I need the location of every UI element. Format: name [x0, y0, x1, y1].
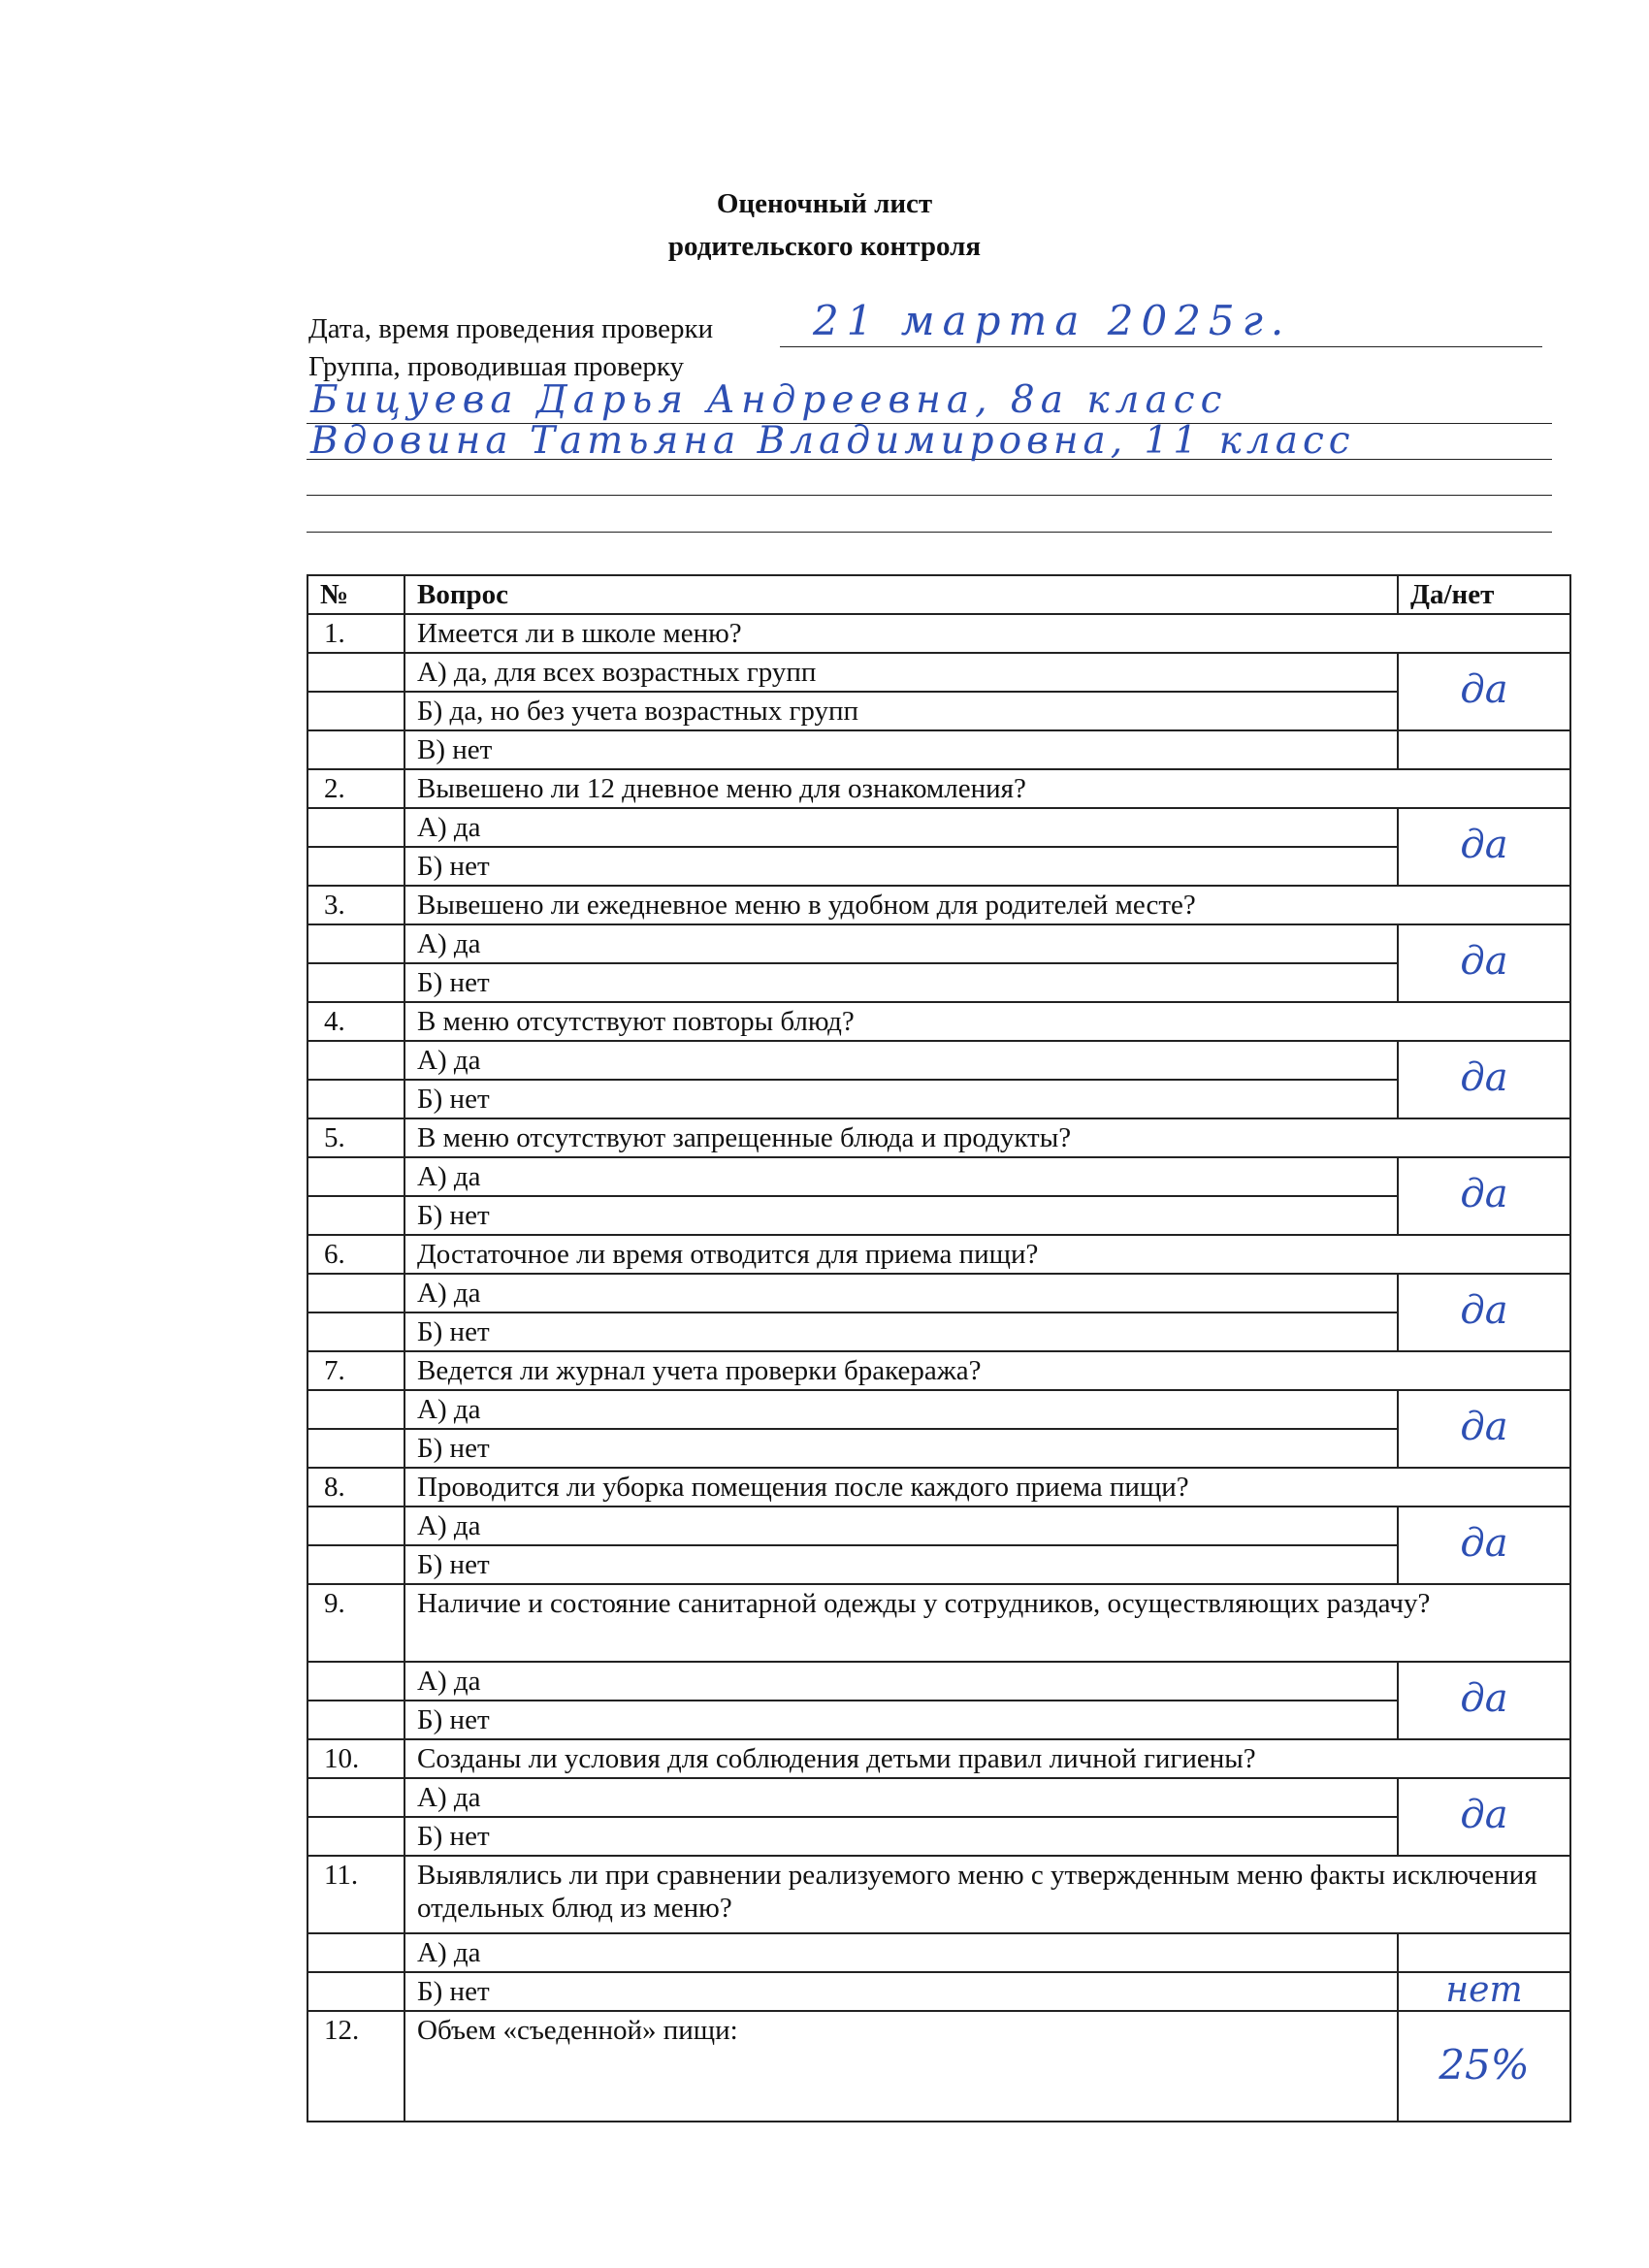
option-row [307, 924, 1570, 963]
question-num: 5. [307, 1118, 404, 1157]
empty-cell [307, 808, 404, 847]
option-row [307, 1274, 1570, 1312]
option-row [307, 963, 1570, 1002]
empty-cell [307, 1545, 404, 1584]
question-text: Проводится ли уборка помещения после каждого приема пищи? [404, 1468, 1570, 1507]
question-row [307, 1235, 1570, 1274]
answer-cell [1398, 1274, 1570, 1351]
question-num: 11. [307, 1856, 404, 1933]
option-row [307, 1196, 1570, 1235]
question-num: 3. [307, 886, 404, 924]
empty-cell [307, 1312, 404, 1351]
option-row [307, 1972, 1570, 2011]
question-text: Объем «съеденной» пищи: [404, 2011, 1398, 2122]
answer-handwritten: да [1460, 1055, 1508, 1100]
option-row [307, 1933, 1570, 1972]
option-row [307, 1429, 1570, 1468]
option-row [307, 1507, 1570, 1545]
question-num: 7. [307, 1351, 404, 1390]
answer-cell [1398, 1041, 1570, 1118]
empty-cell [307, 1429, 404, 1468]
empty-cell [307, 1080, 404, 1118]
option-text: Б) нет [404, 1429, 1398, 1468]
answer-handwritten: да [1460, 1288, 1508, 1333]
empty-cell [307, 924, 404, 963]
question-num: 1. [307, 614, 404, 653]
option-text: Б) нет [404, 963, 1398, 1002]
option-text: Б) нет [404, 1080, 1398, 1118]
group-line-3 [307, 495, 1552, 496]
answer-handwritten: да [1460, 1676, 1508, 1721]
answer-cell [1398, 653, 1570, 730]
option-text: А) да, для всех возрастных групп [404, 653, 1398, 692]
answer-handwritten: 25% [1439, 2040, 1530, 2089]
question-row [307, 1002, 1570, 1041]
option-text: Б) да, но без учета возрастных групп [404, 692, 1398, 730]
question-text: В меню отсутствуют повторы блюд? [404, 1002, 1570, 1041]
option-text: А) да [404, 1274, 1398, 1312]
option-text: А) да [404, 1041, 1398, 1080]
question-text: Вывешено ли 12 дневное меню для ознакомления? [404, 769, 1570, 808]
group-label: Группа, проводившая проверку [308, 351, 684, 382]
option-row [307, 1041, 1570, 1080]
empty-cell [307, 1041, 404, 1080]
group-line-4 [307, 532, 1552, 533]
empty-cell [307, 1157, 404, 1196]
question-row [307, 2011, 1570, 2122]
answer-handwritten: да [1460, 1172, 1508, 1216]
date-underline [780, 346, 1542, 347]
option-row [307, 1312, 1570, 1351]
option-text: Б) нет [404, 1701, 1398, 1739]
option-row [307, 1157, 1570, 1196]
empty-cell [307, 1662, 404, 1701]
question-text: Ведется ли журнал учета проверки бракеража? [404, 1351, 1570, 1390]
answer-cell [1398, 1157, 1570, 1235]
empty-cell [307, 1390, 404, 1429]
question-num: 8. [307, 1468, 404, 1507]
answer-handwritten: да [1460, 939, 1508, 984]
option-text: Б) нет [404, 1545, 1398, 1584]
header-num: № [307, 575, 404, 614]
empty-cell [307, 1507, 404, 1545]
question-text: Созданы ли условия для соблюдения детьми правил личной гигиены? [404, 1739, 1570, 1778]
answer-cell [1398, 2011, 1570, 2122]
group-member-1: Бицуева Дарья Андреевна, 8а класс [310, 378, 1228, 422]
question-num: 10. [307, 1739, 404, 1778]
empty-cell [307, 692, 404, 730]
option-row [307, 1701, 1570, 1739]
answer-cell [1398, 924, 1570, 1002]
question-num: 9. [307, 1584, 404, 1662]
answer-handwritten: да [1460, 667, 1508, 712]
question-row [307, 1739, 1570, 1778]
option-row [307, 847, 1570, 886]
question-num: 2. [307, 769, 404, 808]
answer-cell [1398, 808, 1570, 886]
answer-cell [1398, 1972, 1570, 2011]
question-row [307, 886, 1570, 924]
option-text: В) нет [404, 730, 1398, 769]
option-text: А) да [404, 1157, 1398, 1196]
assessment-table [307, 574, 1571, 2122]
question-text: Наличие и состояние санитарной одежды у сотрудников, осуществляющих раздачу? [404, 1584, 1570, 1662]
empty-cell [307, 653, 404, 692]
option-text: Б) нет [404, 1817, 1398, 1856]
option-row [307, 808, 1570, 847]
option-text: А) да [404, 924, 1398, 963]
option-row [307, 1778, 1570, 1817]
empty-cell [307, 1196, 404, 1235]
question-text: Достаточное ли время отводится для приема пищи? [404, 1235, 1570, 1274]
answer-cell [1398, 1778, 1570, 1856]
option-text: А) да [404, 1662, 1398, 1701]
option-row [307, 1662, 1570, 1701]
table-header-row [307, 575, 1570, 614]
option-row [307, 653, 1570, 692]
answer-cell [1398, 1390, 1570, 1468]
group-member-2: Вдовина Татьяна Владимировна, 11 класс [310, 419, 1355, 463]
answer-cell [1398, 1507, 1570, 1584]
question-row [307, 1856, 1570, 1933]
question-num: 6. [307, 1235, 404, 1274]
option-text: А) да [404, 1933, 1398, 1972]
empty-cell [307, 1778, 404, 1817]
question-text: Вывешено ли ежедневное меню в удобном для родителей месте? [404, 886, 1570, 924]
answer-cell [1398, 1662, 1570, 1739]
empty-cell [307, 963, 404, 1002]
option-row [307, 1545, 1570, 1584]
question-row [307, 1584, 1570, 1662]
empty-cell [307, 1701, 404, 1739]
empty-answer-cell [1398, 730, 1570, 769]
answer-handwritten: да [1460, 1793, 1508, 1837]
empty-answer-cell [1398, 1933, 1570, 1972]
empty-cell [307, 847, 404, 886]
header-answer: Да/нет [1398, 575, 1570, 614]
option-text: Б) нет [404, 1972, 1398, 2011]
answer-handwritten: нет [1445, 1970, 1523, 2010]
option-row [307, 1080, 1570, 1118]
answer-handwritten: да [1460, 823, 1508, 867]
option-text: Б) нет [404, 847, 1398, 886]
answer-handwritten: да [1460, 1405, 1508, 1449]
empty-cell [307, 1933, 404, 1972]
option-row [307, 1390, 1570, 1429]
option-text: Б) нет [404, 1196, 1398, 1235]
header-question: Вопрос [404, 575, 1398, 614]
question-num: 4. [307, 1002, 404, 1041]
answer-handwritten: да [1460, 1521, 1508, 1566]
option-row [307, 1817, 1570, 1856]
question-text: Выявлялись ли при сравнении реализуемого меню с утвержденным меню факты исключения отдельных блюд из меню? [404, 1856, 1570, 1933]
question-text: В меню отсутствуют запрещенные блюда и продукты? [404, 1118, 1570, 1157]
empty-cell [307, 730, 404, 769]
empty-cell [307, 1274, 404, 1312]
question-row [307, 769, 1570, 808]
option-text: А) да [404, 808, 1398, 847]
option-row [307, 692, 1570, 730]
question-row [307, 1468, 1570, 1507]
date-value: 21 марта 2025г. [813, 297, 1292, 344]
question-row [307, 1351, 1570, 1390]
page-title: Оценочный лист [716, 188, 933, 219]
question-row [307, 1118, 1570, 1157]
empty-cell [307, 1817, 404, 1856]
question-num: 12. [307, 2011, 404, 2122]
page-subtitle: родительского контроля [667, 231, 982, 262]
date-label: Дата, время проведения проверки [308, 313, 714, 344]
option-text: А) да [404, 1778, 1398, 1817]
option-row [307, 730, 1570, 769]
option-text: А) да [404, 1390, 1398, 1429]
option-text: Б) нет [404, 1312, 1398, 1351]
option-text: А) да [404, 1507, 1398, 1545]
empty-cell [307, 1972, 404, 2011]
question-text: Имеется ли в школе меню? [404, 614, 1570, 653]
question-row [307, 614, 1570, 653]
